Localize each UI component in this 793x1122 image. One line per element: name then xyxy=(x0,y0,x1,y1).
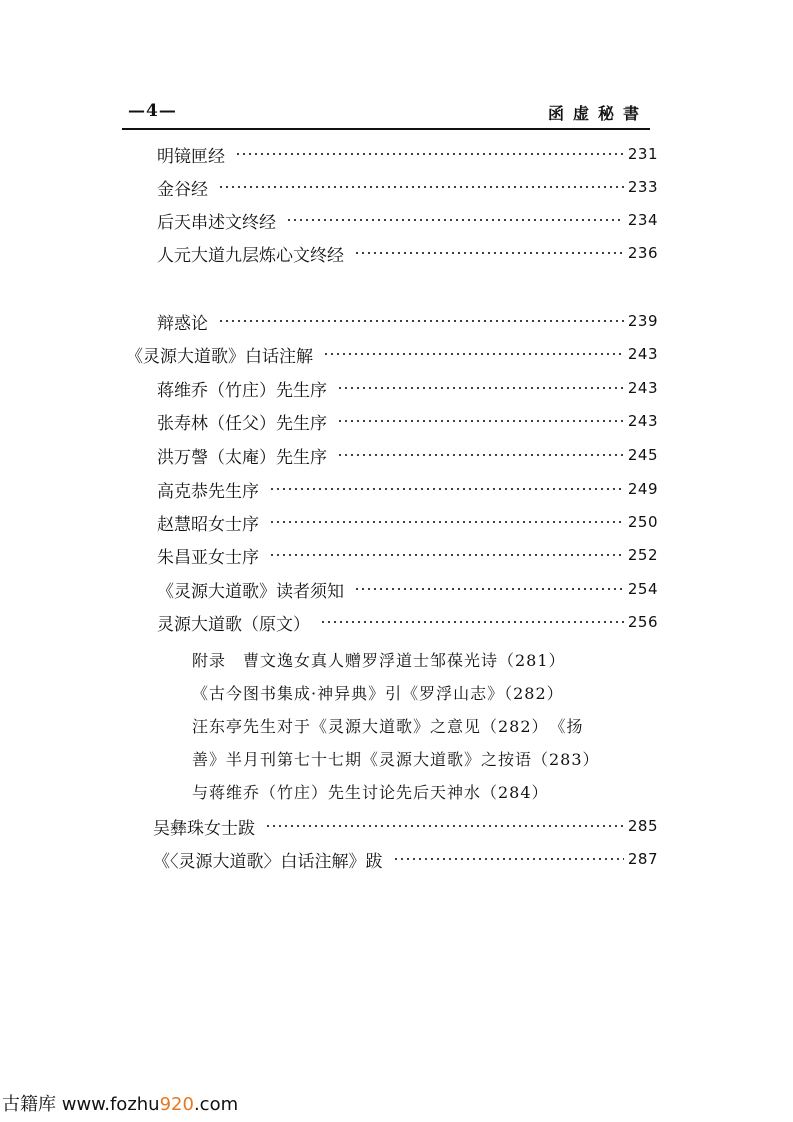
toc-entry xyxy=(157,241,658,265)
dot-leader xyxy=(265,823,624,829)
toc-entry-title: 明镜匣经 xyxy=(157,146,225,167)
toc-entry-page: 243 xyxy=(627,379,658,397)
toc-entry-title: 金谷经 xyxy=(157,179,208,200)
watermark-url-prefix: www.fozhu xyxy=(61,1094,160,1115)
dot-leader xyxy=(393,856,624,862)
dot-leader xyxy=(354,586,624,592)
toc-entry-page: 254 xyxy=(627,580,658,598)
toc-entry xyxy=(157,477,658,501)
toc-entry-title: 《灵源大道歌》读者须知 xyxy=(157,581,344,602)
toc-entry-page: 234 xyxy=(627,211,658,229)
toc-entry xyxy=(157,443,658,467)
appendix-line: 《古今图书集成·神异典》引《罗浮山志》（282） xyxy=(192,684,564,703)
toc-entry-page: 249 xyxy=(627,480,658,498)
toc-entry xyxy=(153,814,658,838)
toc-entry-page: 287 xyxy=(627,850,658,868)
toc-entry xyxy=(157,409,658,433)
toc-entry xyxy=(157,543,658,567)
toc-entry-page: 243 xyxy=(627,412,658,430)
header-rule xyxy=(122,128,650,130)
toc-entry xyxy=(157,510,658,534)
toc-entry xyxy=(157,208,658,232)
toc-entry xyxy=(157,175,658,199)
dot-leader xyxy=(354,250,624,256)
toc-entry-title: 朱昌亚女士序 xyxy=(157,547,259,568)
toc-entry-page: 250 xyxy=(627,513,658,531)
toc-entry xyxy=(157,610,658,634)
dot-leader xyxy=(337,385,624,391)
dot-leader xyxy=(235,151,624,157)
toc-entry-page: 285 xyxy=(627,817,658,835)
toc-entry-title: 《〈灵源大道歌〉白话注解》跋 xyxy=(153,851,383,872)
toc-entry-title: 张寿林（任父）先生序 xyxy=(157,413,327,434)
appendix-line: 附录 曹文逸女真人赠罗浮道士邹葆光诗（281） xyxy=(192,651,566,670)
toc-entry-title: 后天串述文终经 xyxy=(157,212,276,233)
toc-entry-title: 灵源大道歌（原文） xyxy=(157,614,310,635)
appendix-line: 善》半月刊第七十七期《灵源大道歌》之按语（283） xyxy=(192,750,600,769)
appendix-line: 汪东亭先生对于《灵源大道歌》之意见（282） 《扬 xyxy=(192,717,584,736)
toc-entry-page: 233 xyxy=(627,178,658,196)
toc-entry-page: 256 xyxy=(627,613,658,631)
dot-leader xyxy=(218,318,624,324)
toc-entry-title: 洪万謦（太庵）先生序 xyxy=(157,447,327,468)
dot-leader xyxy=(320,619,624,625)
toc-entry-title: 吴彝珠女士跋 xyxy=(153,818,255,839)
toc-entry-page: 245 xyxy=(627,446,658,464)
dot-leader xyxy=(218,184,624,190)
toc-entry-page: 231 xyxy=(627,145,658,163)
toc-entry xyxy=(157,309,658,333)
page-number: —4— xyxy=(128,101,177,121)
dot-leader xyxy=(337,452,624,458)
watermark-site-name: 古籍库 xyxy=(2,1094,56,1115)
dot-leader xyxy=(337,418,624,424)
toc-entry xyxy=(157,376,658,400)
toc-entry xyxy=(153,847,658,871)
toc-entry-title: 高克恭先生序 xyxy=(157,481,259,502)
toc-entry-title: 《灵源大道歌》白话注解 xyxy=(126,346,313,367)
toc-entry-title: 辩惑论 xyxy=(157,313,208,334)
dot-leader xyxy=(286,217,624,223)
toc-entry xyxy=(157,577,658,601)
toc-entry xyxy=(126,342,658,366)
toc-entry-page: 236 xyxy=(627,244,658,262)
dot-leader xyxy=(269,519,624,525)
toc-entry-title: 人元大道九层炼心文终经 xyxy=(157,245,344,266)
footer-watermark xyxy=(2,1090,238,1116)
watermark-url-suffix: .com xyxy=(193,1094,239,1115)
dot-leader xyxy=(269,486,624,492)
toc-entry-title: 赵慧昭女士序 xyxy=(157,514,259,535)
toc-entry-page: 243 xyxy=(627,345,658,363)
toc-entry-title: 蒋维乔（竹庄）先生序 xyxy=(157,380,327,401)
dot-leader xyxy=(323,351,624,357)
toc-entry-page: 239 xyxy=(627,312,658,330)
watermark-url-number: 920 xyxy=(159,1094,194,1115)
toc-entry xyxy=(157,142,658,166)
appendix-line: 与蒋维乔（竹庄）先生讨论先后天神水（284） xyxy=(192,783,549,802)
toc-entry-page: 252 xyxy=(627,546,658,564)
dot-leader xyxy=(269,552,624,558)
book-title: 函虚秘書 xyxy=(547,104,648,123)
